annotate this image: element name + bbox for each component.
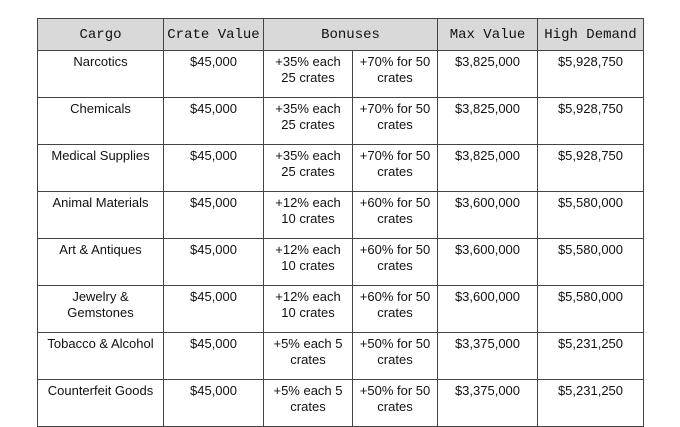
cell-max-value: $3,375,000	[438, 333, 538, 380]
cell-bonus-each: +12% each 10 crates	[264, 192, 353, 239]
cell-bonus-full: +70% for 50 crates	[353, 145, 438, 192]
cell-crate-value: $45,000	[164, 286, 264, 333]
table-row	[38, 51, 644, 98]
header-row	[38, 19, 644, 51]
table-row	[38, 145, 644, 192]
cell-bonus-full: +50% for 50 crates	[353, 333, 438, 380]
cell-max-value: $3,600,000	[438, 192, 538, 239]
cell-crate-value: $45,000	[164, 380, 264, 427]
table-row	[38, 333, 644, 380]
header-high-demand: High Demand	[538, 19, 644, 51]
cell-max-value: $3,600,000	[438, 286, 538, 333]
cargo-table	[37, 18, 644, 427]
cell-cargo: Medical Supplies	[38, 145, 164, 192]
cell-high-demand: $5,928,750	[538, 145, 644, 192]
cell-high-demand: $5,580,000	[538, 239, 644, 286]
table-row	[38, 98, 644, 145]
cell-high-demand: $5,580,000	[538, 192, 644, 239]
table-row	[38, 192, 644, 239]
cell-bonus-each: +35% each 25 crates	[264, 98, 353, 145]
header-max-value: Max Value	[438, 19, 538, 51]
cell-bonus-each: +35% each 25 crates	[264, 145, 353, 192]
cell-cargo: Animal Materials	[38, 192, 164, 239]
table-row	[38, 286, 644, 333]
cell-cargo: Narcotics	[38, 51, 164, 98]
cell-max-value: $3,375,000	[438, 380, 538, 427]
cell-bonus-full: +60% for 50 crates	[353, 239, 438, 286]
cell-crate-value: $45,000	[164, 333, 264, 380]
cell-bonus-each: +5% each 5 crates	[264, 333, 353, 380]
table-row	[38, 380, 644, 427]
cell-bonus-each: +5% each 5 crates	[264, 380, 353, 427]
cell-bonus-full: +70% for 50 crates	[353, 51, 438, 98]
cell-high-demand: $5,231,250	[538, 380, 644, 427]
cell-crate-value: $45,000	[164, 192, 264, 239]
header-cargo: Cargo	[38, 19, 164, 51]
cell-crate-value: $45,000	[164, 51, 264, 98]
cell-cargo: Counterfeit Goods	[38, 380, 164, 427]
cell-bonus-each: +35% each 25 crates	[264, 51, 353, 98]
cell-high-demand: $5,928,750	[538, 98, 644, 145]
cell-bonus-full: +60% for 50 crates	[353, 192, 438, 239]
cell-cargo: Tobacco & Alcohol	[38, 333, 164, 380]
cell-max-value: $3,600,000	[438, 239, 538, 286]
cell-high-demand: $5,580,000	[538, 286, 644, 333]
cell-bonus-each: +12% each 10 crates	[264, 239, 353, 286]
cell-bonus-full: +70% for 50 crates	[353, 98, 438, 145]
cell-high-demand: $5,928,750	[538, 51, 644, 98]
cell-cargo: Jewelry & Gemstones	[38, 286, 164, 333]
cell-crate-value: $45,000	[164, 98, 264, 145]
cell-cargo: Chemicals	[38, 98, 164, 145]
cell-bonus-full: +60% for 50 crates	[353, 286, 438, 333]
cell-bonus-full: +50% for 50 crates	[353, 380, 438, 427]
table-row	[38, 239, 644, 286]
cell-bonus-each: +12% each 10 crates	[264, 286, 353, 333]
cell-crate-value: $45,000	[164, 239, 264, 286]
header-bonuses: Bonuses	[264, 19, 438, 51]
cell-max-value: $3,825,000	[438, 98, 538, 145]
cell-cargo: Art & Antiques	[38, 239, 164, 286]
cell-crate-value: $45,000	[164, 145, 264, 192]
cell-high-demand: $5,231,250	[538, 333, 644, 380]
cell-max-value: $3,825,000	[438, 51, 538, 98]
header-crate-value: Crate Value	[164, 19, 264, 51]
cell-max-value: $3,825,000	[438, 145, 538, 192]
